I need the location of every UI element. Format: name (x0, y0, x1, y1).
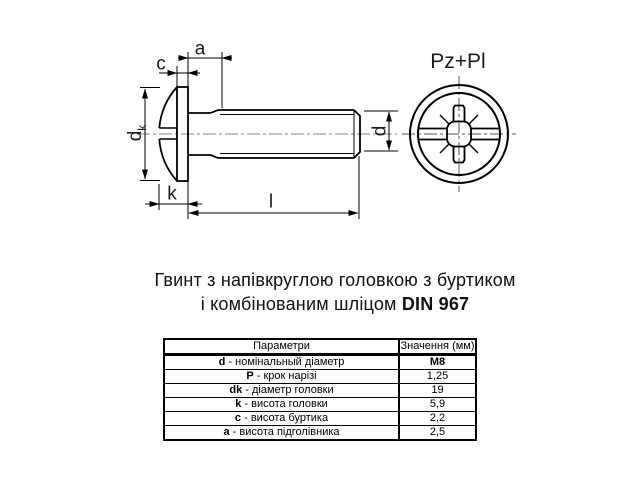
dim-label-d: d (369, 125, 391, 137)
dome-upper-arc (159, 87, 177, 128)
standard-number: DIN 967 (401, 294, 470, 314)
header-value: Значення (мм) (400, 340, 475, 352)
screw-head-view (402, 76, 516, 192)
table-header-row (165, 340, 475, 355)
page-title (25, 268, 640, 316)
title-line2 (25, 292, 640, 316)
dim-label-c: c (156, 53, 166, 75)
param-sep: - (241, 398, 252, 410)
bottom-extensions (159, 156, 359, 219)
shank-top (188, 110, 354, 113)
param-sep: - (229, 426, 240, 438)
param-cell (165, 356, 400, 369)
param-sep: - (241, 412, 251, 424)
param-label: висота головки (251, 398, 328, 410)
drive-type-label: Pz+Pl (430, 50, 486, 73)
header-parameters: Параметри (165, 340, 400, 353)
top-extensions (177, 52, 222, 108)
param-key: dk (229, 384, 243, 396)
screw-side-view (134, 87, 397, 181)
value-cell: 1,25 (426, 370, 449, 382)
param-cell (165, 398, 400, 411)
table-row (165, 383, 475, 397)
param-sep: - (253, 370, 264, 382)
param-key: P (246, 370, 254, 382)
param-key: c (234, 412, 242, 424)
value-cell: 5,9 (429, 398, 446, 410)
dk-sub: k (134, 124, 149, 131)
table-row (165, 397, 475, 411)
dim-label-a: a (194, 38, 206, 60)
parameters-table (163, 338, 477, 441)
title-line1: Гвинт з напівкруглою головкою з буртиком (154, 270, 516, 290)
param-label: номінальный діаметр (235, 356, 345, 368)
param-label: висота буртика (250, 412, 329, 424)
param-cell (165, 412, 400, 425)
dk-main: d (125, 130, 147, 142)
param-label: висота підголівника (239, 426, 340, 438)
param-label: діаметр головки (252, 384, 334, 396)
title-line2-text: і комбінованим шліцом (200, 294, 402, 314)
table-row (165, 355, 475, 369)
table-row (165, 369, 475, 383)
dome-lower-arc (159, 139, 177, 181)
dim-label-k: k (167, 183, 177, 205)
param-label: крок нарізі (263, 370, 317, 382)
param-cell (165, 384, 400, 397)
param-key: k (235, 398, 242, 410)
param-cell (165, 370, 400, 383)
param-sep: - (225, 356, 236, 368)
value-cell: 19 (431, 384, 444, 396)
value-cell: 2,2 (429, 412, 446, 424)
param-key: d (218, 356, 226, 368)
table-row (165, 411, 475, 425)
value-cell: M8 (429, 356, 446, 368)
dim-label-l: l (268, 191, 274, 213)
shank-bottom (188, 155, 354, 158)
dim-label-dk (126, 125, 148, 142)
value-cell: 2,5 (429, 426, 446, 438)
table-row (165, 425, 475, 439)
param-sep: - (242, 384, 252, 396)
param-key: a (223, 426, 230, 438)
param-cell (165, 426, 400, 439)
